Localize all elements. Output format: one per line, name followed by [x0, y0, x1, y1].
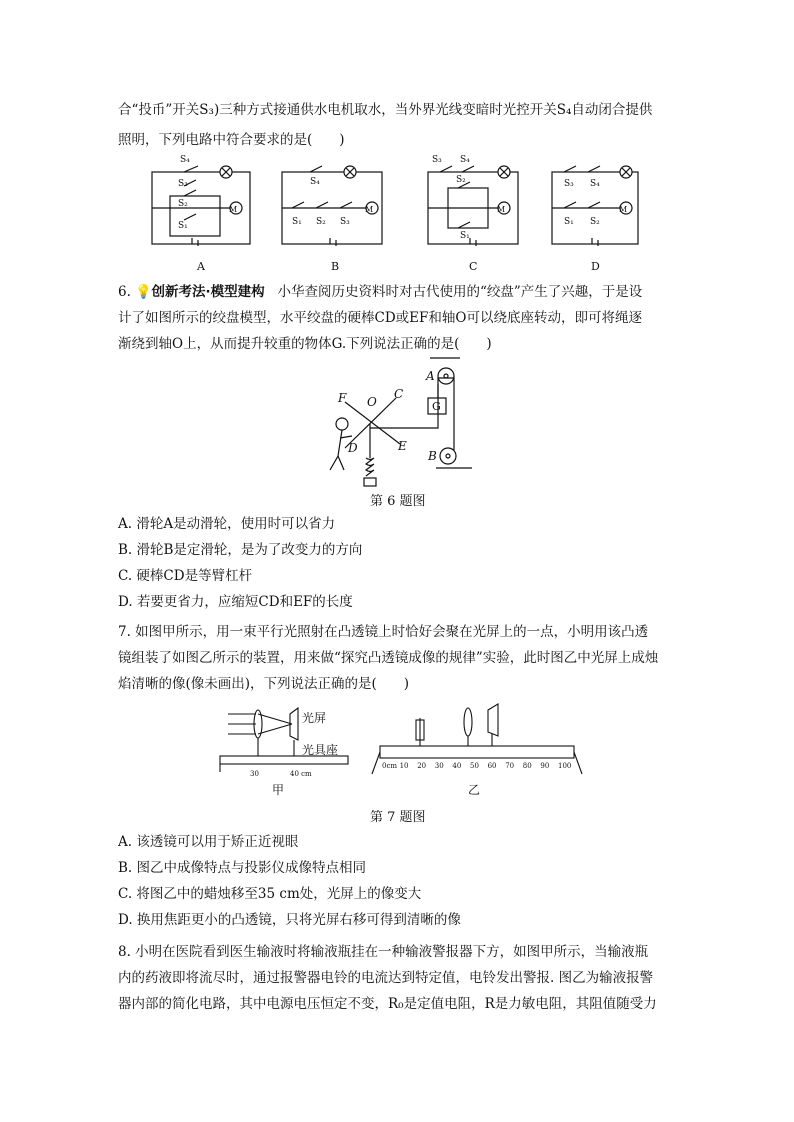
ruler-tick-label: 40	[452, 762, 462, 770]
q7-line3: 焰清晰的像(像未画出)，下列说法正确的是( )	[118, 676, 410, 692]
ruler-tick-label: 20	[417, 762, 427, 770]
q6-line1	[118, 282, 642, 302]
fig-label-c: C	[394, 387, 404, 401]
switch-label: S₄	[460, 155, 470, 165]
q6-option-d: D. 若要更省力，应缩短CD和EF的长度	[118, 594, 353, 610]
q7-line1: 7. 如图甲所示，用一束平行光照射在凸透镜上时恰好会聚在光屏上的一点，小明用该凸透	[118, 624, 649, 640]
figure-yi-label: 乙	[468, 783, 481, 797]
motor-label: M	[619, 205, 628, 214]
switch-label: S₁	[292, 217, 302, 227]
fig-label-f: F	[338, 391, 347, 405]
ruler-tick-label: 80	[522, 762, 532, 770]
fig-label-b: B	[428, 449, 437, 463]
q6-caption: 第 6 题图	[370, 494, 426, 509]
option-b-label: B	[331, 260, 340, 273]
q6-number: 6.	[118, 284, 131, 300]
q6-tag: 创新考法·模型建构	[151, 284, 265, 300]
motor-label: M	[365, 205, 374, 214]
fig-label-d: D	[348, 441, 358, 455]
ruler-tick-label: 60	[487, 762, 497, 770]
switch-label: S₁	[564, 217, 574, 227]
ruler-tick-label: 90	[540, 762, 550, 770]
switch-label: S₂	[178, 199, 188, 209]
q7-option-c: C. 将图乙中的蜡烛移至35 cm处，光屏上的像变大	[118, 886, 422, 902]
lightbulb-icon: 💡	[135, 284, 152, 300]
ruler-tick-label: 70	[505, 762, 515, 770]
q6-option-a: A. 滑轮A是动滑轮，使用时可以省力	[118, 516, 336, 532]
option-d-label: D	[591, 260, 600, 273]
ruler-tick-label: 50	[470, 762, 479, 770]
fig-label-e: E	[398, 439, 407, 453]
yi-ruler-ticks	[382, 762, 571, 770]
q6-line1-rest: 小华查阅历史资料时对古代使用的“绞盘”产生了兴趣，于是设	[277, 284, 643, 300]
q7-figures	[0, 700, 794, 800]
q5-line1: 合“投币”开关S₃)三种方式接通供水电机取水，当外界光线变暗时光控开关S₄自动闭合提供	[118, 102, 653, 118]
motor-label: M	[229, 205, 238, 214]
q6-option-c: C. 硬棒CD是等臂杠杆	[118, 568, 253, 584]
option-c-label: C	[469, 260, 478, 273]
switch-label: S₄	[180, 155, 190, 165]
q8-line1: 8. 小明在医院看到医生输液时将输液瓶挂在一种输液警报器下方，如图甲所示，当输液瓶	[118, 944, 649, 960]
switch-label: S₄	[310, 177, 320, 187]
switch-label: S₃	[340, 217, 350, 227]
switch-label: S₃	[564, 179, 574, 189]
ruler-tick-label: 0cm	[382, 762, 398, 770]
fig-label-a: A	[426, 369, 435, 383]
switch-label: S₁	[460, 231, 470, 241]
switch-label: S₁	[178, 221, 188, 231]
ruler-tick-label: 30	[434, 762, 444, 770]
optical-bench-label: 光具座	[302, 743, 339, 757]
q6-line2: 计了如图所示的绞盘模型，水平绞盘的硬棒CD或EF和轴O可以绕底座转动，即可将绳逐	[118, 310, 642, 326]
switch-label: S₃	[178, 179, 188, 189]
ruler-tick-label: 10	[399, 762, 409, 770]
q6-option-b: B. 滑轮B是定滑轮，是为了改变力的方向	[118, 542, 363, 558]
q5-circuit-figures	[0, 148, 794, 278]
switch-label: S₂	[316, 217, 326, 227]
fig-label-o: O	[367, 395, 377, 409]
q7-option-d: D. 换用焦距更小的凸透镜，只将光屏右移可得到清晰的像	[118, 912, 461, 928]
q7-option-a: A. 该透镜可以用于矫正近视眼	[118, 834, 299, 850]
q8-line3: 器内部的简化电路，其中电源电压恒定不变，R₀是定值电阻，R是力敏电阻，其阻值随受力	[118, 996, 657, 1012]
q6-line3: 渐绕到轴O上，从而提升较重的物体G.下列说法正确的是( )	[118, 336, 492, 352]
q8-line2: 内的药液即将流尽时，通过报警器电铃的电流达到特定值，电铃发出警报. 图乙为输液报警	[118, 970, 654, 986]
tick-30: 30	[250, 770, 259, 778]
q7-option-b: B. 图乙中成像特点与投影仪成像特点相同	[118, 860, 367, 876]
switch-label: S₄	[590, 179, 600, 189]
q5-line2: 照明，下列电路中符合要求的是( )	[118, 132, 345, 148]
option-a-label: A	[197, 260, 205, 273]
switch-label: S₂	[456, 175, 466, 185]
figure-jia-label: 甲	[272, 783, 285, 797]
q7-caption: 第 7 题图	[370, 810, 426, 825]
fig-label-g: G	[432, 400, 441, 413]
q7-line2: 镜组装了如图乙所示的装置，用来做“探究凸透镜成像的规律”实验，此时图乙中光屏上成烛	[118, 650, 659, 666]
ruler-tick-label: 100	[558, 762, 572, 770]
switch-label: S₂	[590, 217, 600, 227]
motor-label: M	[497, 205, 506, 214]
screen-label: 光屏	[302, 711, 327, 725]
tick-40: 40 cm	[290, 770, 312, 778]
switch-label: S₃	[432, 155, 442, 165]
figure-jia	[220, 708, 348, 772]
q6-winch-figure	[0, 358, 794, 488]
